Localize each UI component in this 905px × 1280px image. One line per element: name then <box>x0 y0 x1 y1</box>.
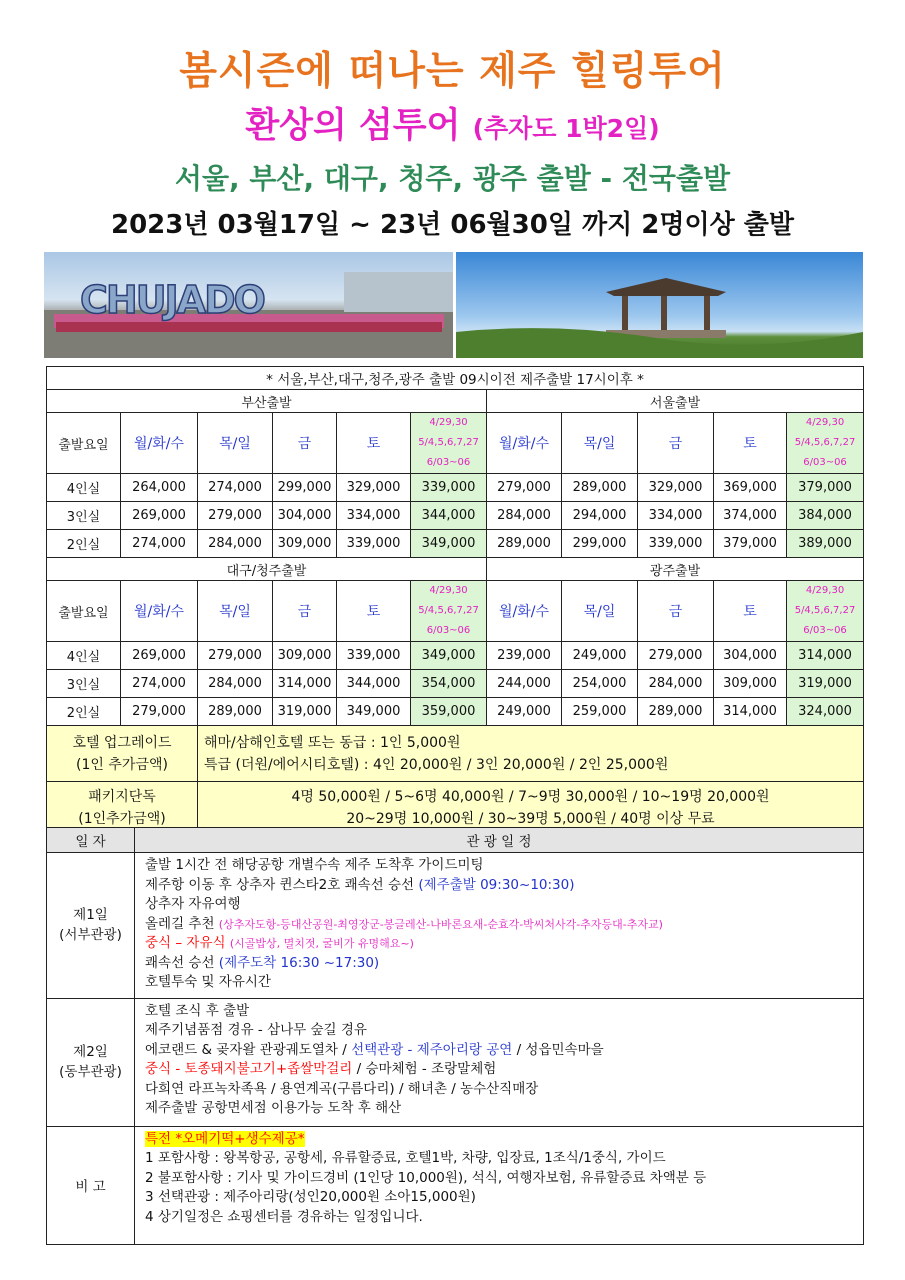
day-fri: 금 <box>638 581 714 642</box>
price-cell: 289,000 <box>487 530 562 558</box>
title-sub-detail: (추자도 1박2일) <box>472 114 660 143</box>
price-cell: 284,000 <box>198 670 273 698</box>
title-main: 봄시즌에 떠나는 제주 힐링투어 <box>179 49 726 94</box>
block1-right-name: 서울출발 <box>487 390 864 413</box>
price-cell: 379,000 <box>714 530 787 558</box>
schedule-table <box>46 827 864 1245</box>
price-cell: 279,000 <box>638 642 714 670</box>
departure-cities: 서울, 부산, 대구, 청주, 광주 출발 - 전국출발 <box>174 162 731 195</box>
day-fri: 금 <box>273 413 337 474</box>
block2-right-name: 광주출발 <box>487 558 864 581</box>
room-type: 3인실 <box>47 502 121 530</box>
day-thu-sun: 목/일 <box>562 413 638 474</box>
price-cell: 279,000 <box>487 474 562 502</box>
day-mon-wed: 월/화/수 <box>121 581 198 642</box>
price-cell: 269,000 <box>121 642 198 670</box>
table-row <box>47 502 864 530</box>
price-cell: 344,000 <box>411 502 487 530</box>
price-cell: 354,000 <box>411 670 487 698</box>
table-row <box>47 698 864 726</box>
price-cell: 374,000 <box>714 502 787 530</box>
chujado-sign-illustration <box>44 252 453 358</box>
price-cell: 369,000 <box>714 474 787 502</box>
schedule-day-header: 일 자 <box>47 828 135 853</box>
hotel-upgrade-label: 호텔 업그레이드 (1인 추가금액) <box>47 726 198 782</box>
price-cell: 279,000 <box>198 502 273 530</box>
price-cell: 249,000 <box>487 698 562 726</box>
price-cell: 284,000 <box>487 502 562 530</box>
title-sub-main: 환상의 섬투어 <box>245 106 461 146</box>
price-cell: 299,000 <box>273 474 337 502</box>
hotel-upgrade-prices: 해마/삼해인호텔 또는 동급 : 1인 5,000원 특급 (더원/에어시티호텔) : 4인 20,000원 / 3인 20,000원 / 2인 25,000원 <box>198 726 864 782</box>
day2-label: 제2일 (동부관광) <box>47 998 135 1126</box>
room-type: 3인실 <box>47 670 121 698</box>
day-thu-sun: 목/일 <box>198 413 273 474</box>
price-cell: 284,000 <box>638 670 714 698</box>
peak-dates: 4/29,30 5/4,5,6,7,27 6/03~06 <box>411 581 487 642</box>
price-cell: 344,000 <box>337 670 411 698</box>
price-cell: 309,000 <box>273 530 337 558</box>
day-label: 출발요일 <box>47 581 121 642</box>
price-cell: 249,000 <box>562 642 638 670</box>
chujado-sign-photo <box>44 252 453 358</box>
room-type: 2인실 <box>47 698 121 726</box>
price-cell: 334,000 <box>337 502 411 530</box>
special-offer-badge: 특전 *오메기떡+생수제공* <box>145 1130 305 1147</box>
peak-dates: 4/29,30 5/4,5,6,7,27 6/03~06 <box>787 581 864 642</box>
price-cell: 329,000 <box>337 474 411 502</box>
day2-itinerary: 호텔 조식 후 출발 제주기념품점 경유 - 삼나무 숲길 경유 에코랜드 & 곶자왈 관광궤도열차 / 선택관광 - 제주아리랑 공연 / 성읍민속마을 중식 - 토종돼지불고기+좁쌀막걸리 / 승마체험 - 조랑말체험 다희연 라프녹차족욕 / 용연계곡(구름다리) / 해녀촌 / 농수산직매장 제주출발 공항면세점 이용가능 도착 후 해산 <box>135 998 864 1126</box>
price-cell: 389,000 <box>787 530 864 558</box>
travel-period: 2023년 03월17일 ~ 23년 06월30일 까지 2명이상 출발 <box>110 210 795 240</box>
price-cell: 339,000 <box>337 530 411 558</box>
departure-notice: * 서울,부산,대구,청주,광주 출발 09시이전 제주출발 17시이후 * <box>47 367 864 390</box>
price-cell: 244,000 <box>487 670 562 698</box>
price-cell: 299,000 <box>562 530 638 558</box>
price-cell: 259,000 <box>562 698 638 726</box>
price-cell: 314,000 <box>714 698 787 726</box>
price-cell: 304,000 <box>273 502 337 530</box>
day-label: 출발요일 <box>47 413 121 474</box>
price-cell: 239,000 <box>487 642 562 670</box>
day-thu-sun: 목/일 <box>562 581 638 642</box>
price-cell: 289,000 <box>198 698 273 726</box>
peak-dates: 4/29,30 5/4,5,6,7,27 6/03~06 <box>411 413 487 474</box>
price-cell: 274,000 <box>198 474 273 502</box>
pavilion-illustration <box>456 252 863 358</box>
schedule-plan-header: 관 광 일 정 <box>135 828 864 853</box>
price-cell: 349,000 <box>411 530 487 558</box>
chujado-sign-text: CHUJADO <box>80 278 264 322</box>
price-cell: 339,000 <box>411 474 487 502</box>
room-type: 2인실 <box>47 530 121 558</box>
day-mon-wed: 월/화/수 <box>487 413 562 474</box>
day-sat: 토 <box>714 581 787 642</box>
price-cell: 289,000 <box>562 474 638 502</box>
price-cell: 319,000 <box>787 670 864 698</box>
price-cell: 304,000 <box>714 642 787 670</box>
day-fri: 금 <box>273 581 337 642</box>
day-mon-wed: 월/화/수 <box>121 413 198 474</box>
price-cell: 334,000 <box>638 502 714 530</box>
price-cell: 269,000 <box>121 502 198 530</box>
price-cell: 279,000 <box>121 698 198 726</box>
price-cell: 314,000 <box>787 642 864 670</box>
table-row <box>47 530 864 558</box>
price-cell: 284,000 <box>198 530 273 558</box>
title-sub <box>0 98 905 148</box>
price-cell: 274,000 <box>121 530 198 558</box>
room-type: 4인실 <box>47 642 121 670</box>
package-exclusive-prices: 4명 50,000원 / 5~6명 40,000원 / 7~9명 30,000원 / 10~19명 20,000원 20~29명 10,000원 / 30~39명 5,000원 / 40명 이상 무료 <box>198 782 864 834</box>
price-cell: 309,000 <box>714 670 787 698</box>
price-cell: 279,000 <box>198 642 273 670</box>
price-cell: 324,000 <box>787 698 864 726</box>
note-content: 특전 *오메기떡+생수제공* 1 포함사항 : 왕복항공, 공항세, 유류할증료, 호텔1박, 차량, 입장료, 1조식/1중식, 가이드 2 불포함사항 : 기사 및 가이드경비 (1인당 10,000원), 석식, 여행자보험, 유류할증료 차액분 등 3 선택관광 : 제주아리랑(성인20,000원 소아15,000원) 4 상기일정은 쇼핑센터를 경유하는 일정입니다. <box>135 1126 864 1244</box>
price-cell: 339,000 <box>638 530 714 558</box>
block2-left-name: 대구/청주출발 <box>47 558 487 581</box>
price-cell: 314,000 <box>273 670 337 698</box>
day-sat: 토 <box>337 413 411 474</box>
day-sat: 토 <box>714 413 787 474</box>
day-thu-sun: 목/일 <box>198 581 273 642</box>
price-cell: 289,000 <box>638 698 714 726</box>
price-table <box>46 366 864 834</box>
peak-dates: 4/29,30 5/4,5,6,7,27 6/03~06 <box>787 413 864 474</box>
day-mon-wed: 월/화/수 <box>487 581 562 642</box>
price-cell: 349,000 <box>411 642 487 670</box>
package-exclusive-label: 패키지단독 (1인추가금액) <box>47 782 198 834</box>
table-row <box>47 670 864 698</box>
day1-label: 제1일 (서부관광) <box>47 853 135 999</box>
day-sat: 토 <box>337 581 411 642</box>
price-cell: 274,000 <box>121 670 198 698</box>
note-label: 비 고 <box>47 1126 135 1244</box>
price-cell: 254,000 <box>562 670 638 698</box>
price-cell: 319,000 <box>273 698 337 726</box>
table-row <box>47 474 864 502</box>
price-cell: 309,000 <box>273 642 337 670</box>
price-cell: 339,000 <box>337 642 411 670</box>
price-cell: 379,000 <box>787 474 864 502</box>
table-row <box>47 642 864 670</box>
day1-itinerary: 출발 1시간 전 해당공항 개별수속 제주 도착후 가이드미팅 제주항 이동 후 상추자 퀸스타2호 쾌속선 승선 (제주출발 09:30~10:30) 상추자 자유여행 올레길 추천 (상추자도항-등대산공원-최영장군-봉글레산-나바론요새-순효각-박씨처사각-추자등대-추자교) 중식 – 자유식 (시골밥상, 멸치젓, 굴비가 유명해요~) 쾌속선 승선 (제주도착 16:30 ~17:30) 호텔투숙 및 자유시간 <box>135 853 864 999</box>
price-cell: 264,000 <box>121 474 198 502</box>
price-cell: 294,000 <box>562 502 638 530</box>
price-cell: 349,000 <box>337 698 411 726</box>
day-fri: 금 <box>638 413 714 474</box>
price-cell: 359,000 <box>411 698 487 726</box>
price-cell: 329,000 <box>638 474 714 502</box>
room-type: 4인실 <box>47 474 121 502</box>
price-cell: 384,000 <box>787 502 864 530</box>
block1-left-name: 부산출발 <box>47 390 487 413</box>
pavilion-photo <box>456 252 863 358</box>
